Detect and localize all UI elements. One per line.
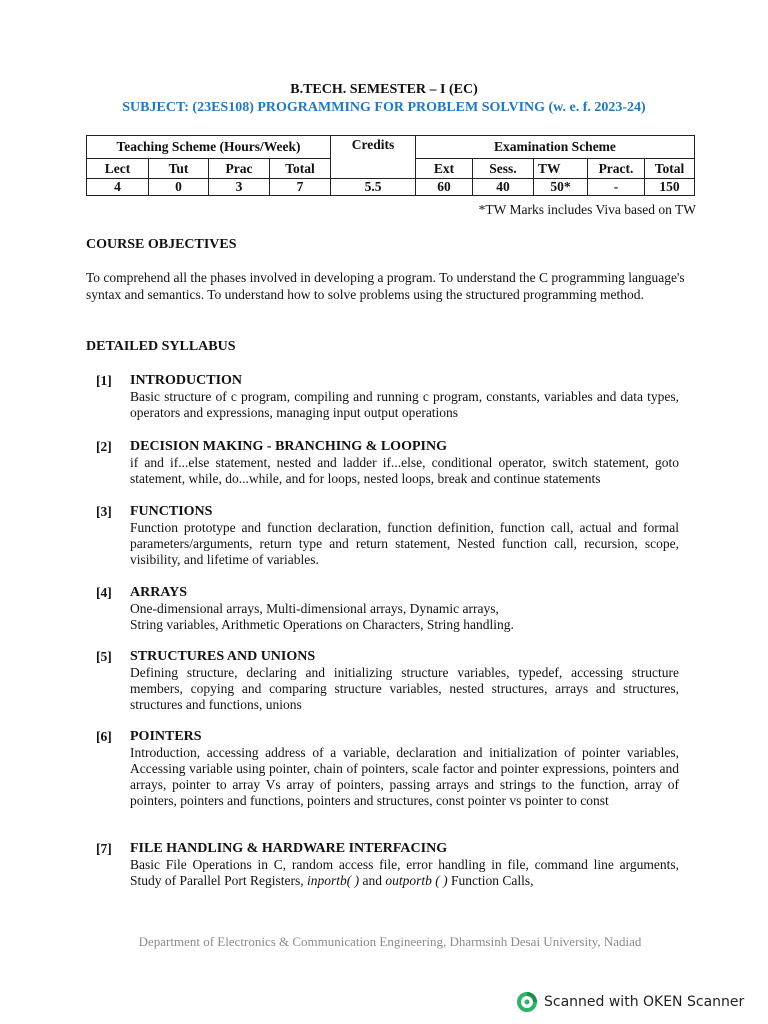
unit-body: Defining structure, declaring and initializing structure variables, typedef, accessing structure members, copying and comparing structure variables, nested structures, arrays and structures, structures and functions, unions (130, 665, 679, 712)
unit-body (130, 601, 679, 633)
syllabus-heading: DETAILED SYLLABUS (86, 339, 236, 354)
unit-number: [3] (96, 504, 112, 519)
table-cell: 5.5 (331, 179, 416, 196)
objectives-text: To comprehend all the phases involved in developing a program. To understand the C programming language's syntax and semantics. To understand how to solve problems using the structured programming method. (86, 270, 685, 302)
unit-title: INTRODUCTION (130, 373, 243, 388)
col-header: Ext (416, 159, 473, 179)
table-cell: 40 (473, 179, 534, 196)
credits-header: Credits (331, 136, 416, 179)
exam-scheme-header: Examination Scheme (416, 136, 695, 159)
unit-title: POINTERS (130, 729, 202, 744)
table-cell: 7 (270, 179, 331, 196)
unit-body (130, 857, 679, 889)
unit-number: [5] (96, 649, 112, 664)
unit-body: Basic structure of c program, compiling and running c program, constants, variables and data types, operators and expressions, managing input output operations (130, 389, 679, 420)
table-cell: 150 (645, 179, 695, 196)
unit-number: [2] (96, 439, 112, 454)
col-header: Pract. (588, 159, 645, 179)
oken-scanner-logo-icon (516, 991, 538, 1013)
unit-title: ARRAYS (130, 585, 188, 600)
page-footer: Department of Electronics & Communication Engineering, Dharmsinh Desai University, Nadiad (138, 934, 642, 949)
col-header: Sess. (473, 159, 534, 179)
unit-title: DECISION MAKING - BRANCHING & LOOPING (130, 439, 447, 454)
table-cell: 0 (149, 179, 209, 196)
unit-body-line: String variables, Arithmetic Operations on Characters, String handling. (130, 617, 514, 632)
table-cell: 60 (416, 179, 473, 196)
function-name: outportb ( ) (385, 873, 448, 888)
table-cell: 50* (534, 179, 588, 196)
unit-number: [6] (96, 729, 112, 744)
unit-body: Introduction, accessing address of a variable, declaration and initialization of pointer variables, Accessing variable using pointer, chain of pointers, scale factor and pointer expressions, pointers and arrays, pointer to array Vs array of pointers, passing arrays and strings to the function, array of pointers, pointers and functions, pointers and structures, const pointer vs pointer to const (130, 745, 679, 808)
scheme-table (86, 135, 695, 196)
unit-body: Function prototype and function declaration, function definition, function call, actual and formal parameters/arguments, return type and return statement, Nested function call, recursion, scope, visibility, and lifetime of variables. (130, 520, 679, 567)
unit-body-text: and (359, 873, 386, 888)
function-name: inportb( ) (306, 873, 360, 888)
unit-body-line: One-dimensional arrays, Multi-dimensional arrays, Dynamic arrays, (130, 601, 499, 616)
unit-body-text: Function Calls, (447, 873, 534, 888)
col-header: Tut (149, 159, 209, 179)
unit-body-text: Basic File Operations in C, random access file, error handling in file, command line arguments, Study of Parallel Port Registers, (130, 857, 679, 888)
col-header: Total (270, 159, 331, 179)
col-header: Lect (87, 159, 149, 179)
col-header: Total (645, 159, 695, 179)
unit-title: FUNCTIONS (130, 504, 213, 519)
table-cell: 3 (209, 179, 270, 196)
unit-body: if and if...else statement, nested and ladder if...else, conditional operator, switch statement, goto statement, while, do...while, and for loops, nested loops, break and continue statements (130, 455, 679, 486)
table-cell: 4 (87, 179, 149, 196)
subject-heading: SUBJECT: (23ES108) PROGRAMMING FOR PROBLEM SOLVING (w. e. f. 2023-24) (122, 100, 646, 115)
unit-number: [1] (96, 373, 112, 388)
teaching-scheme-header: Teaching Scheme (Hours/Week) (87, 136, 331, 159)
scanner-watermark (516, 991, 744, 1013)
unit-title: STRUCTURES AND UNIONS (130, 649, 316, 664)
objectives-heading: COURSE OBJECTIVES (86, 237, 237, 252)
unit-title: FILE HANDLING & HARDWARE INTERFACING (130, 841, 448, 856)
col-header: Prac (209, 159, 270, 179)
semester-heading: B.TECH. SEMESTER – I (EC) (290, 82, 478, 97)
tw-note: *TW Marks includes Viva based on TW (478, 202, 696, 217)
unit-number: [7] (96, 841, 112, 856)
scanner-text: Scanned with OKEN Scanner (544, 994, 745, 1010)
col-header: TW (534, 159, 588, 179)
unit-number: [4] (96, 585, 112, 600)
table-cell: - (588, 179, 645, 196)
